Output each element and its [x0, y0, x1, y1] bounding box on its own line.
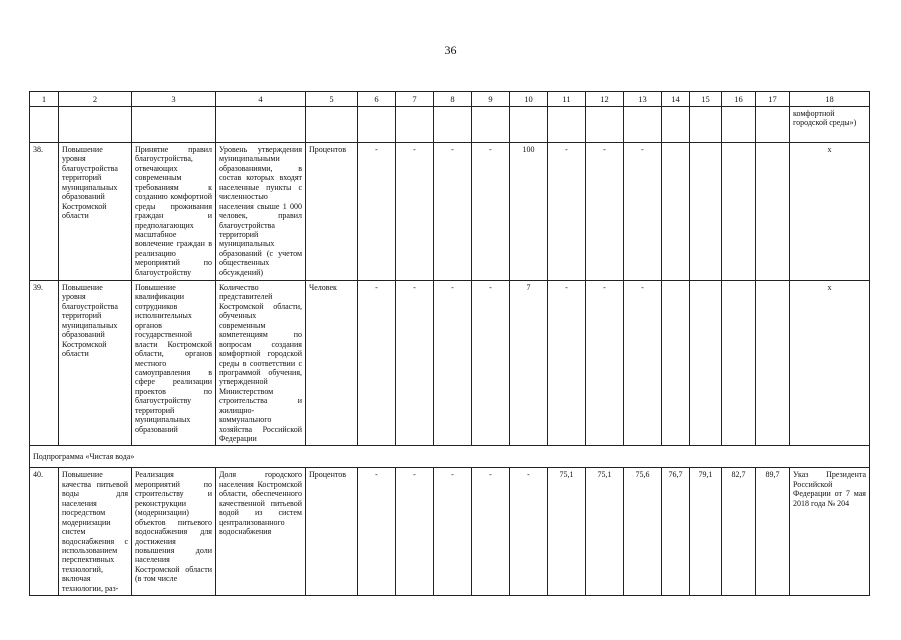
task-cell: Повышение уровня благоустройства территорий муниципальных образований Костромской области [59, 143, 132, 281]
column-number-row [30, 92, 870, 107]
value-cell [722, 143, 756, 281]
value-cell [690, 143, 722, 281]
column-number: 15 [690, 92, 722, 107]
value-cell: - [358, 281, 396, 446]
value-cell: - [434, 281, 472, 446]
value-cell: - [358, 143, 396, 281]
column-number: 11 [548, 92, 586, 107]
row-number: 38. [30, 143, 59, 281]
table-row [30, 468, 870, 596]
value-cell [756, 281, 790, 446]
measure-cell: Повышение квалификации сотрудников исполнительных органов государственной власти Костромской области, органов местного самоуправления в сфере реализации проектов по благоустройству территорий муниципальных образований [132, 281, 216, 446]
value-cell [662, 281, 690, 446]
value-cell: - [396, 281, 434, 446]
value-cell: 89,7 [756, 468, 790, 596]
column-number: 3 [132, 92, 216, 107]
value-cell: - [434, 143, 472, 281]
value-cell: - [624, 281, 662, 446]
task-cell: Повышение качества питьевой воды для населения посредством модернизации систем водоснабжения с использованием перспективных технологий, включая технологии, раз- [59, 468, 132, 596]
column-number: 6 [358, 92, 396, 107]
unit-cell: Человек [306, 281, 358, 446]
value-cell: - [358, 468, 396, 596]
column-number: 4 [216, 92, 306, 107]
measure-cell: Реализация мероприятий по строительству и реконструкции (модернизации) объектов питьевого водоснабжения для достижения повышения доли населения Костромской области (в том числе [132, 468, 216, 596]
column-number: 14 [662, 92, 690, 107]
value-cell: 76,7 [662, 468, 690, 596]
value-cell: 7 [510, 281, 548, 446]
value-cell: - [624, 143, 662, 281]
value-cell: - [510, 468, 548, 596]
indicator-cell: Доля городского населения Костромской области, обеспеченного качественной питьевой водой из систем централизованного водоснабжения [216, 468, 306, 596]
basis-cell: x [790, 281, 870, 446]
indicators-table [29, 91, 870, 596]
value-cell: - [396, 143, 434, 281]
indicator-cell: Уровень утверждения муниципальными образованиями, в состав которых входят населенные пункты с численностью населения свыше 1 000 человек, правил благоустройства территорий муниципальных образований (с учетом общественных обсуждений) [216, 143, 306, 281]
subprogram-title: Подпрограмма «Чистая вода» [30, 446, 870, 468]
measure-cell: Принятие правил благоустройства, отвечающих современным требованиям к созданию комфортной среды проживания граждан и предполагающих масштабное вовлечение граждан в реализацию мероприятий по благоустройству [132, 143, 216, 281]
value-cell: - [434, 468, 472, 596]
column-number: 7 [396, 92, 434, 107]
value-cell: - [472, 143, 510, 281]
basis-cell: Указ Президента Российской Федерации от 7 мая 2018 года № 204 [790, 468, 870, 596]
column-number: 12 [586, 92, 624, 107]
page-number: 36 [444, 43, 457, 57]
value-cell: - [586, 143, 624, 281]
column-number: 10 [510, 92, 548, 107]
value-cell: - [548, 281, 586, 446]
column-number: 17 [756, 92, 790, 107]
column-number: 5 [306, 92, 358, 107]
unit-cell: Процентов [306, 468, 358, 596]
column-number: 8 [434, 92, 472, 107]
value-cell [722, 281, 756, 446]
value-cell: - [472, 281, 510, 446]
value-cell: 75,1 [548, 468, 586, 596]
continuation-basis-cell: комфортной городской среды») [790, 107, 870, 143]
subprogram-row [30, 446, 870, 468]
table-row [30, 143, 870, 281]
value-cell: 75,6 [624, 468, 662, 596]
value-cell: 75,1 [586, 468, 624, 596]
unit-cell: Процентов [306, 143, 358, 281]
value-cell: 100 [510, 143, 548, 281]
value-cell: 82,7 [722, 468, 756, 596]
value-cell [690, 281, 722, 446]
table-row [30, 281, 870, 446]
value-cell: - [586, 281, 624, 446]
column-number: 16 [722, 92, 756, 107]
column-number: 13 [624, 92, 662, 107]
value-cell [662, 143, 690, 281]
value-cell: 79,1 [690, 468, 722, 596]
value-cell: - [396, 468, 434, 596]
value-cell [756, 143, 790, 281]
column-number: 2 [59, 92, 132, 107]
value-cell: - [548, 143, 586, 281]
column-number: 18 [790, 92, 870, 107]
value-cell: - [472, 468, 510, 596]
column-number: 1 [30, 92, 59, 107]
task-cell: Повышение уровня благоустройства территорий муниципальных образований Костромской области [59, 281, 132, 446]
column-number: 9 [472, 92, 510, 107]
indicator-cell: Количество представителей Костромской области, обученных современным компетенциям по вопросам создания комфортной городской среды в соответствии с программой обучения, утвержденной Министерством строительства и жилищно-коммунального хозяйства Российской Федерации [216, 281, 306, 446]
basis-cell: x [790, 143, 870, 281]
continuation-row [30, 107, 870, 143]
row-number: 39. [30, 281, 59, 446]
row-number: 40. [30, 468, 59, 596]
